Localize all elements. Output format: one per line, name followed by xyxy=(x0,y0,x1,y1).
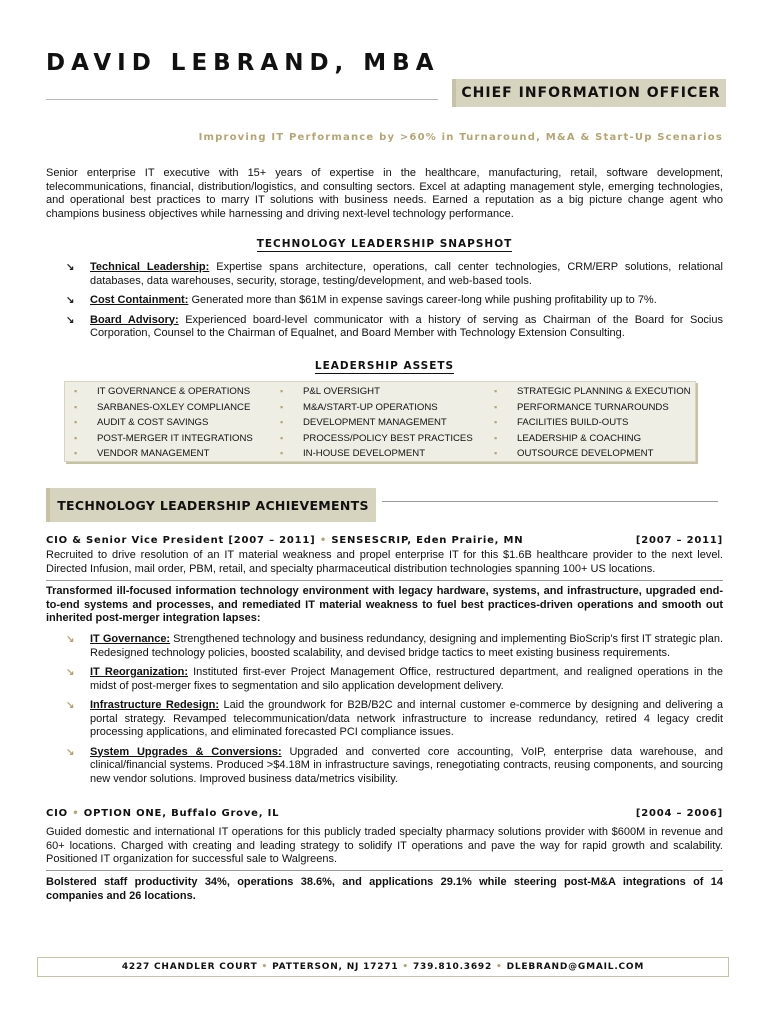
bullet-dot-icon: ▪ xyxy=(280,432,284,443)
assets-heading: LEADERSHIP ASSETS xyxy=(314,360,455,372)
snapshot-item: ↘ Cost Containment: Generated more than $61M in expense savings career-long while pushing profitability up to 7%. xyxy=(66,294,657,306)
asset-item: ▪ POST-MERGER IT INTEGRATIONS xyxy=(65,431,271,447)
tagline: Improving IT Performance by >60% in Turnaround, M&A & Start-Up Scenarios xyxy=(198,132,723,143)
asset-item: ▪ PERFORMANCE TURNAROUNDS xyxy=(485,400,695,416)
asset-item: ▪ STRATEGIC PLANNING & EXECUTION xyxy=(485,384,695,400)
asset-item: ▪ M&A/START-UP OPERATIONS xyxy=(271,400,485,416)
asset-item: ▪ IN-HOUSE DEVELOPMENT xyxy=(271,446,485,462)
job-role: CIO & Senior Vice President [2007 – 2011] xyxy=(46,535,316,546)
bullet-dot-icon: ▪ xyxy=(280,448,284,459)
bullet-dot-icon: ▪ xyxy=(494,432,498,443)
bullet-dot-icon: ▪ xyxy=(280,386,284,396)
asset-item: ▪ P&L OVERSIGHT xyxy=(271,384,485,400)
snapshot-heading: TECHNOLOGY LEADERSHIP SNAPSHOT xyxy=(256,238,513,250)
asset-item: ▪ DEVELOPMENT MANAGEMENT xyxy=(271,415,485,431)
snapshot-list xyxy=(66,261,723,341)
candidate-name: DAVID LEBRAND, MBA xyxy=(46,50,440,76)
job-divider xyxy=(46,870,723,871)
job-heading xyxy=(46,808,723,819)
arrow-bullet-icon: ↘ xyxy=(66,700,75,711)
bullet-dot-icon: ▪ xyxy=(74,448,78,459)
snapshot-item: ↘ Board Advisory: Experienced board-level communicator with a history of serving as Chairman of the Board for Socius Corporation, Counsel to the Chairman of Equalnet, and Board Member with Technology Extension Consulting. xyxy=(66,313,723,339)
job-highlight: Bolstered staff productivity 34%, operations 38.6%, and applications 29.1% while steering post-M&A integrations of 14 companies and 26 locations. xyxy=(46,876,723,902)
job-dates: [2004 – 2006] xyxy=(635,808,723,819)
assets-column xyxy=(485,382,695,462)
bullet-dot-icon: ▪ xyxy=(494,417,498,428)
assets-grid xyxy=(64,381,696,462)
bullet-dot-icon: ▪ xyxy=(280,401,284,412)
job-title: CHIEF INFORMATION OFFICER xyxy=(461,85,721,101)
achievements-rule xyxy=(382,501,718,502)
asset-item: ▪ VENDOR MANAGEMENT xyxy=(65,446,271,462)
assets-column xyxy=(65,382,271,462)
footer-email[interactable]: DLEBRAND@GMAIL.COM xyxy=(506,962,645,972)
snapshot-item: ↘ Technical Leadership: Expertise spans architecture, operations, call center technologies, CRM/ERP solutions, relational databases, data warehouses, security, storage, testing/development, and web-based tools. xyxy=(66,261,723,287)
achievement-item: ↘ IT Reorganization: Instituted first-ever Project Management Office, restructured department, and realigned operations in the midst of post-merger fixes to segmentation and silo application development delivery. xyxy=(66,666,723,692)
job-description: Recruited to drive resolution of an IT material weakness and propel enterprise IT for this $1.6B healthcare provider to the next level. Directed Infusion, mail order, PBM, retail, and specialty pharmaceutical distribution technologies spanning 100+ US locations. xyxy=(46,549,723,575)
achievement-item: ↘ Infrastructure Redesign: Laid the groundwork for B2B/B2C and internal customer e-commerce by designing and delivering a portal strategy. Revamped telecommunication/data network infrastructure to increase redundancy, retired 4 legacy credit processing applications, and eliminated forecasted PCI compliance issues. xyxy=(66,699,723,738)
bullet-dot-icon: ▪ xyxy=(494,386,498,396)
job-role: CIO xyxy=(46,808,68,819)
job-company: SENSESCRIP, Eden Prairie, MN xyxy=(331,535,524,546)
asset-item: ▪ FACILITIES BUILD-OUTS xyxy=(485,415,695,431)
job-heading xyxy=(46,535,723,546)
achievement-item: ↘ System Upgrades & Conversions: Upgraded and converted core accounting, VoIP, enterprise data warehouse, and clinical/financial systems. Produced >$4.18M in infrastructure savings, renegotiating contracts, reusing components, and sourcing new vendor solutions. Improved business data/metrics visibility. xyxy=(66,745,723,785)
footer-phone[interactable]: 739.810.3692 xyxy=(412,962,493,972)
job-dates: [2007 – 2011] xyxy=(635,535,723,546)
job-achievement-list xyxy=(66,633,723,786)
arrow-bullet-icon: ↘ xyxy=(66,746,75,758)
bullet-dot-icon: ▪ xyxy=(74,432,78,443)
asset-item: ▪ SARBANES-OXLEY COMPLIANCE xyxy=(65,400,271,416)
asset-item: ▪ AUDIT & COST SAVINGS xyxy=(65,415,271,431)
contact-footer xyxy=(37,957,729,977)
job-title-banner xyxy=(452,79,726,107)
achievements-banner: TECHNOLOGY LEADERSHIP ACHIEVEMENTS xyxy=(46,488,376,522)
bullet-dot-icon: ▪ xyxy=(280,417,284,428)
asset-item: ▪ OUTSOURCE DEVELOPMENT xyxy=(485,446,695,462)
asset-item: ▪ LEADERSHIP & COACHING xyxy=(485,431,695,447)
arrow-bullet-icon: ↘ xyxy=(66,295,75,306)
bullet-dot-icon: ▪ xyxy=(74,417,78,428)
separator-dot-icon: • xyxy=(261,962,269,972)
separator-dot-icon: • xyxy=(402,962,409,972)
job-company: OPTION ONE, Buffalo Grove, IL xyxy=(83,808,280,819)
bullet-dot-icon: ▪ xyxy=(74,386,78,396)
job-description: Guided domestic and international IT operations for this publicly traded specialty pharmacy solutions provider with $600M in revenue and 60+ locations. Charged with creating and leading strategy to solidify IT operations and pave the way for rapid growth and scalability. Positioned IT organization for successful sale to Walgreens. xyxy=(46,826,723,865)
arrow-bullet-icon: ↘ xyxy=(66,262,75,273)
bullet-dot-icon: ▪ xyxy=(494,448,498,459)
achievement-item: ↘ IT Governance: Strengthened technology and business redundancy, designing and implementing BioScrip's first IT strategic plan. Redesigned technology policies, boosted scalability, and devised bridge tactics to meet existing business requirements. xyxy=(66,633,724,659)
header-rule xyxy=(46,99,438,100)
job-divider xyxy=(46,580,723,581)
job-highlight: Transformed ill-focused information technology environment with legacy hardware, systems, and infrastructure, upgraded end-to-end systems and processes, and remediated IT material weakness to fuel best practices-driven operations and smooth out inherited post-merger integration lapses: xyxy=(46,585,723,624)
asset-item: ▪ PROCESS/POLICY BEST PRACTICES xyxy=(271,431,485,447)
separator-dot-icon: • xyxy=(496,962,503,972)
footer-address: 4227 CHANDLER COURT xyxy=(121,962,258,972)
arrow-bullet-icon: ↘ xyxy=(66,634,75,645)
separator-dot-icon: • xyxy=(319,535,328,546)
assets-column xyxy=(271,382,485,462)
footer-city: PATTERSON, NJ 17271 xyxy=(272,962,399,972)
arrow-bullet-icon: ↘ xyxy=(66,667,75,678)
asset-item: ▪ IT GOVERNANCE & OPERATIONS xyxy=(65,384,271,400)
separator-dot-icon: • xyxy=(72,808,80,819)
bullet-dot-icon: ▪ xyxy=(494,401,498,412)
arrow-bullet-icon: ↘ xyxy=(66,314,75,326)
summary-paragraph: Senior enterprise IT executive with 15+ years of expertise in the healthcare, manufacturing, retail, software development, telecommunications, financial, distribution/logistics, and consulting sectors. Excel at adapting management style, emerging technologies, and operational best practices to marry IT solutions with business needs. Earned a reputation as a big picture change agent who champions business objectives while harnessing and driving next-level technology performance. xyxy=(46,167,723,220)
bullet-dot-icon: ▪ xyxy=(74,401,78,412)
